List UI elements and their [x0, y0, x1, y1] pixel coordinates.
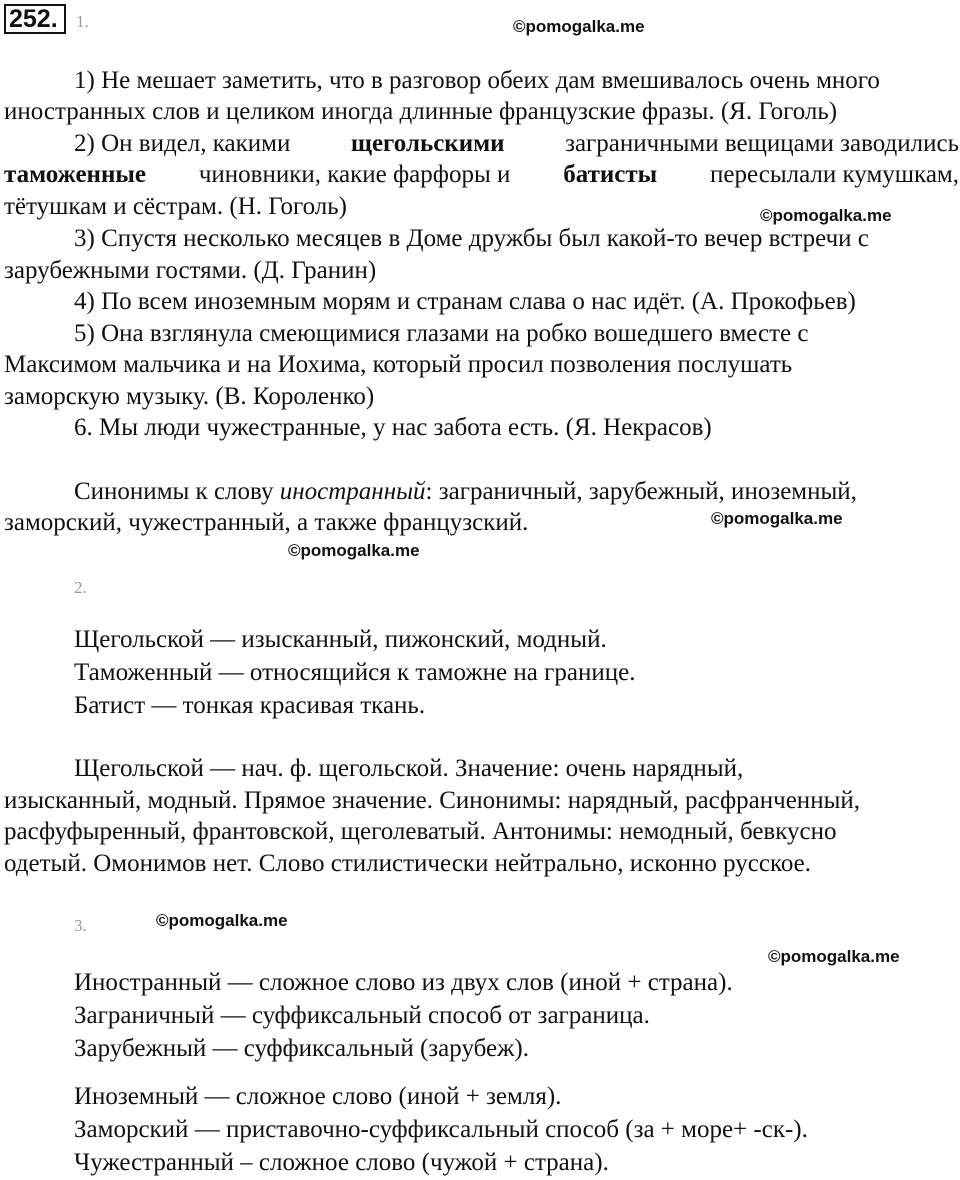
- sentence-1-line-2: иностранных слов и целиком иногда длинные французские фразы. (Я. Гоголь): [4, 98, 838, 125]
- sentence-1-text: 1) Не мешает заметить, что в разговор обеих дам вмешивалось очень много: [74, 67, 880, 94]
- watermark: ©pomogalka.me: [288, 541, 420, 560]
- watermark: ©pomogalka.me: [156, 911, 288, 930]
- analysis-line-2: изысканный, модный. Прямое значение. Синонимы: нарядный, расфранченный,: [4, 787, 860, 814]
- synonyms-line-2: заморский, чужестранный, а также французский.: [4, 509, 529, 536]
- synonyms-intro: Синонимы к слову: [74, 478, 280, 505]
- definition-tamozhenny: Таможенный — относящийся к таможне на границе.: [74, 659, 636, 686]
- sentence-5-line-1: 5) Она взглянула смеющимися глазами на робко вошедшего вместе с: [74, 320, 809, 347]
- sentence-3-line-2: зарубежными гостями. (Д. Гранин): [4, 257, 377, 284]
- word-formation-chuzhestranny: Чужестранный – сложное слово (чужой + страна).: [74, 1149, 609, 1176]
- task-number: 252.: [4, 4, 66, 34]
- synonyms-list: : заграничный, зарубежный, иноземный,: [425, 478, 857, 505]
- sentence-3-line-1: 3) Спустя несколько месяцев в Доме дружбы был какой-то вечер встречи с: [74, 225, 869, 252]
- sentence-5-line-2: Максимом мальчика и на Иохима, который просил позволения послушать: [4, 351, 793, 378]
- analysis-line-4: одетый. Омонимов нет. Слово стилистически нейтрально, исконно русское.: [4, 850, 811, 877]
- sentence-2-line-3: тётушкам и сёстрам. (Н. Гоголь): [4, 193, 348, 220]
- highlight-word-schegolskimi: щегольскими: [350, 130, 505, 157]
- sentence-5-line-3: заморскую музыку. (В. Короленко): [4, 383, 375, 410]
- sentence-2-part-a: 2) Он видел, какими: [74, 130, 291, 157]
- sentence-1-line-1: [74, 64, 959, 98]
- watermark: ©pomogalka.me: [768, 947, 900, 966]
- word-formation-inostranny: Иностранный — сложное слово из двух слов (иной + страна).: [74, 969, 733, 996]
- sentence-2-part-g: пересылали кумушкам,: [710, 161, 959, 188]
- watermark: ©pomogalka.me: [513, 17, 645, 36]
- synonyms-line-1: [74, 475, 857, 509]
- watermark: ©pomogalka.me: [760, 206, 892, 225]
- highlight-word-tamozhennye: таможенные: [4, 161, 146, 188]
- analysis-line-3: расфуфыренный, франтовской, щеголеватый. Антонимы: немодный, бевкусно: [4, 818, 837, 845]
- word-formation-zarubezhny: Зарубежный — суффиксальный (зарубеж).: [74, 1035, 529, 1062]
- sentence-2-line-1: [74, 127, 959, 161]
- highlight-word-batisty: батисты: [563, 161, 658, 188]
- word-formation-zagranichny: Заграничный — суффиксальный способ от заграница.: [74, 1002, 650, 1029]
- sentence-2-line-2: [4, 158, 959, 192]
- sentence-4: 4) По всем иноземным морям и странам слава о нас идёт. (А. Прокофьев): [74, 288, 856, 315]
- synonyms-keyword: иностранный: [279, 478, 426, 505]
- watermark: ©pomogalka.me: [711, 509, 843, 528]
- definition-batist: Батист — тонкая красивая ткань.: [74, 692, 426, 719]
- sentence-2-part-e: чиновники, какие фарфоры и: [198, 161, 511, 188]
- section-3-label: 3.: [74, 916, 87, 935]
- sentence-2-part-c: заграничными вещицами заводились: [565, 130, 959, 157]
- word-formation-zamorsky: Заморский — приставочно-суффиксальный способ (за + море+ -ск-).: [74, 1116, 808, 1143]
- word-formation-inozemny: Иноземный — сложное слово (иной + земля).: [74, 1083, 562, 1110]
- section-1-label: 1.: [76, 12, 89, 31]
- definition-schegolskoy: Щегольской — изысканный, пижонский, модный.: [74, 626, 607, 653]
- section-2-label: 2.: [74, 578, 87, 597]
- analysis-line-1: Щегольской — нач. ф. щегольской. Значение: очень нарядный,: [74, 755, 744, 782]
- sentence-6: 6. Мы люди чужестранные, у нас забота есть. (Я. Некрасов): [74, 414, 712, 441]
